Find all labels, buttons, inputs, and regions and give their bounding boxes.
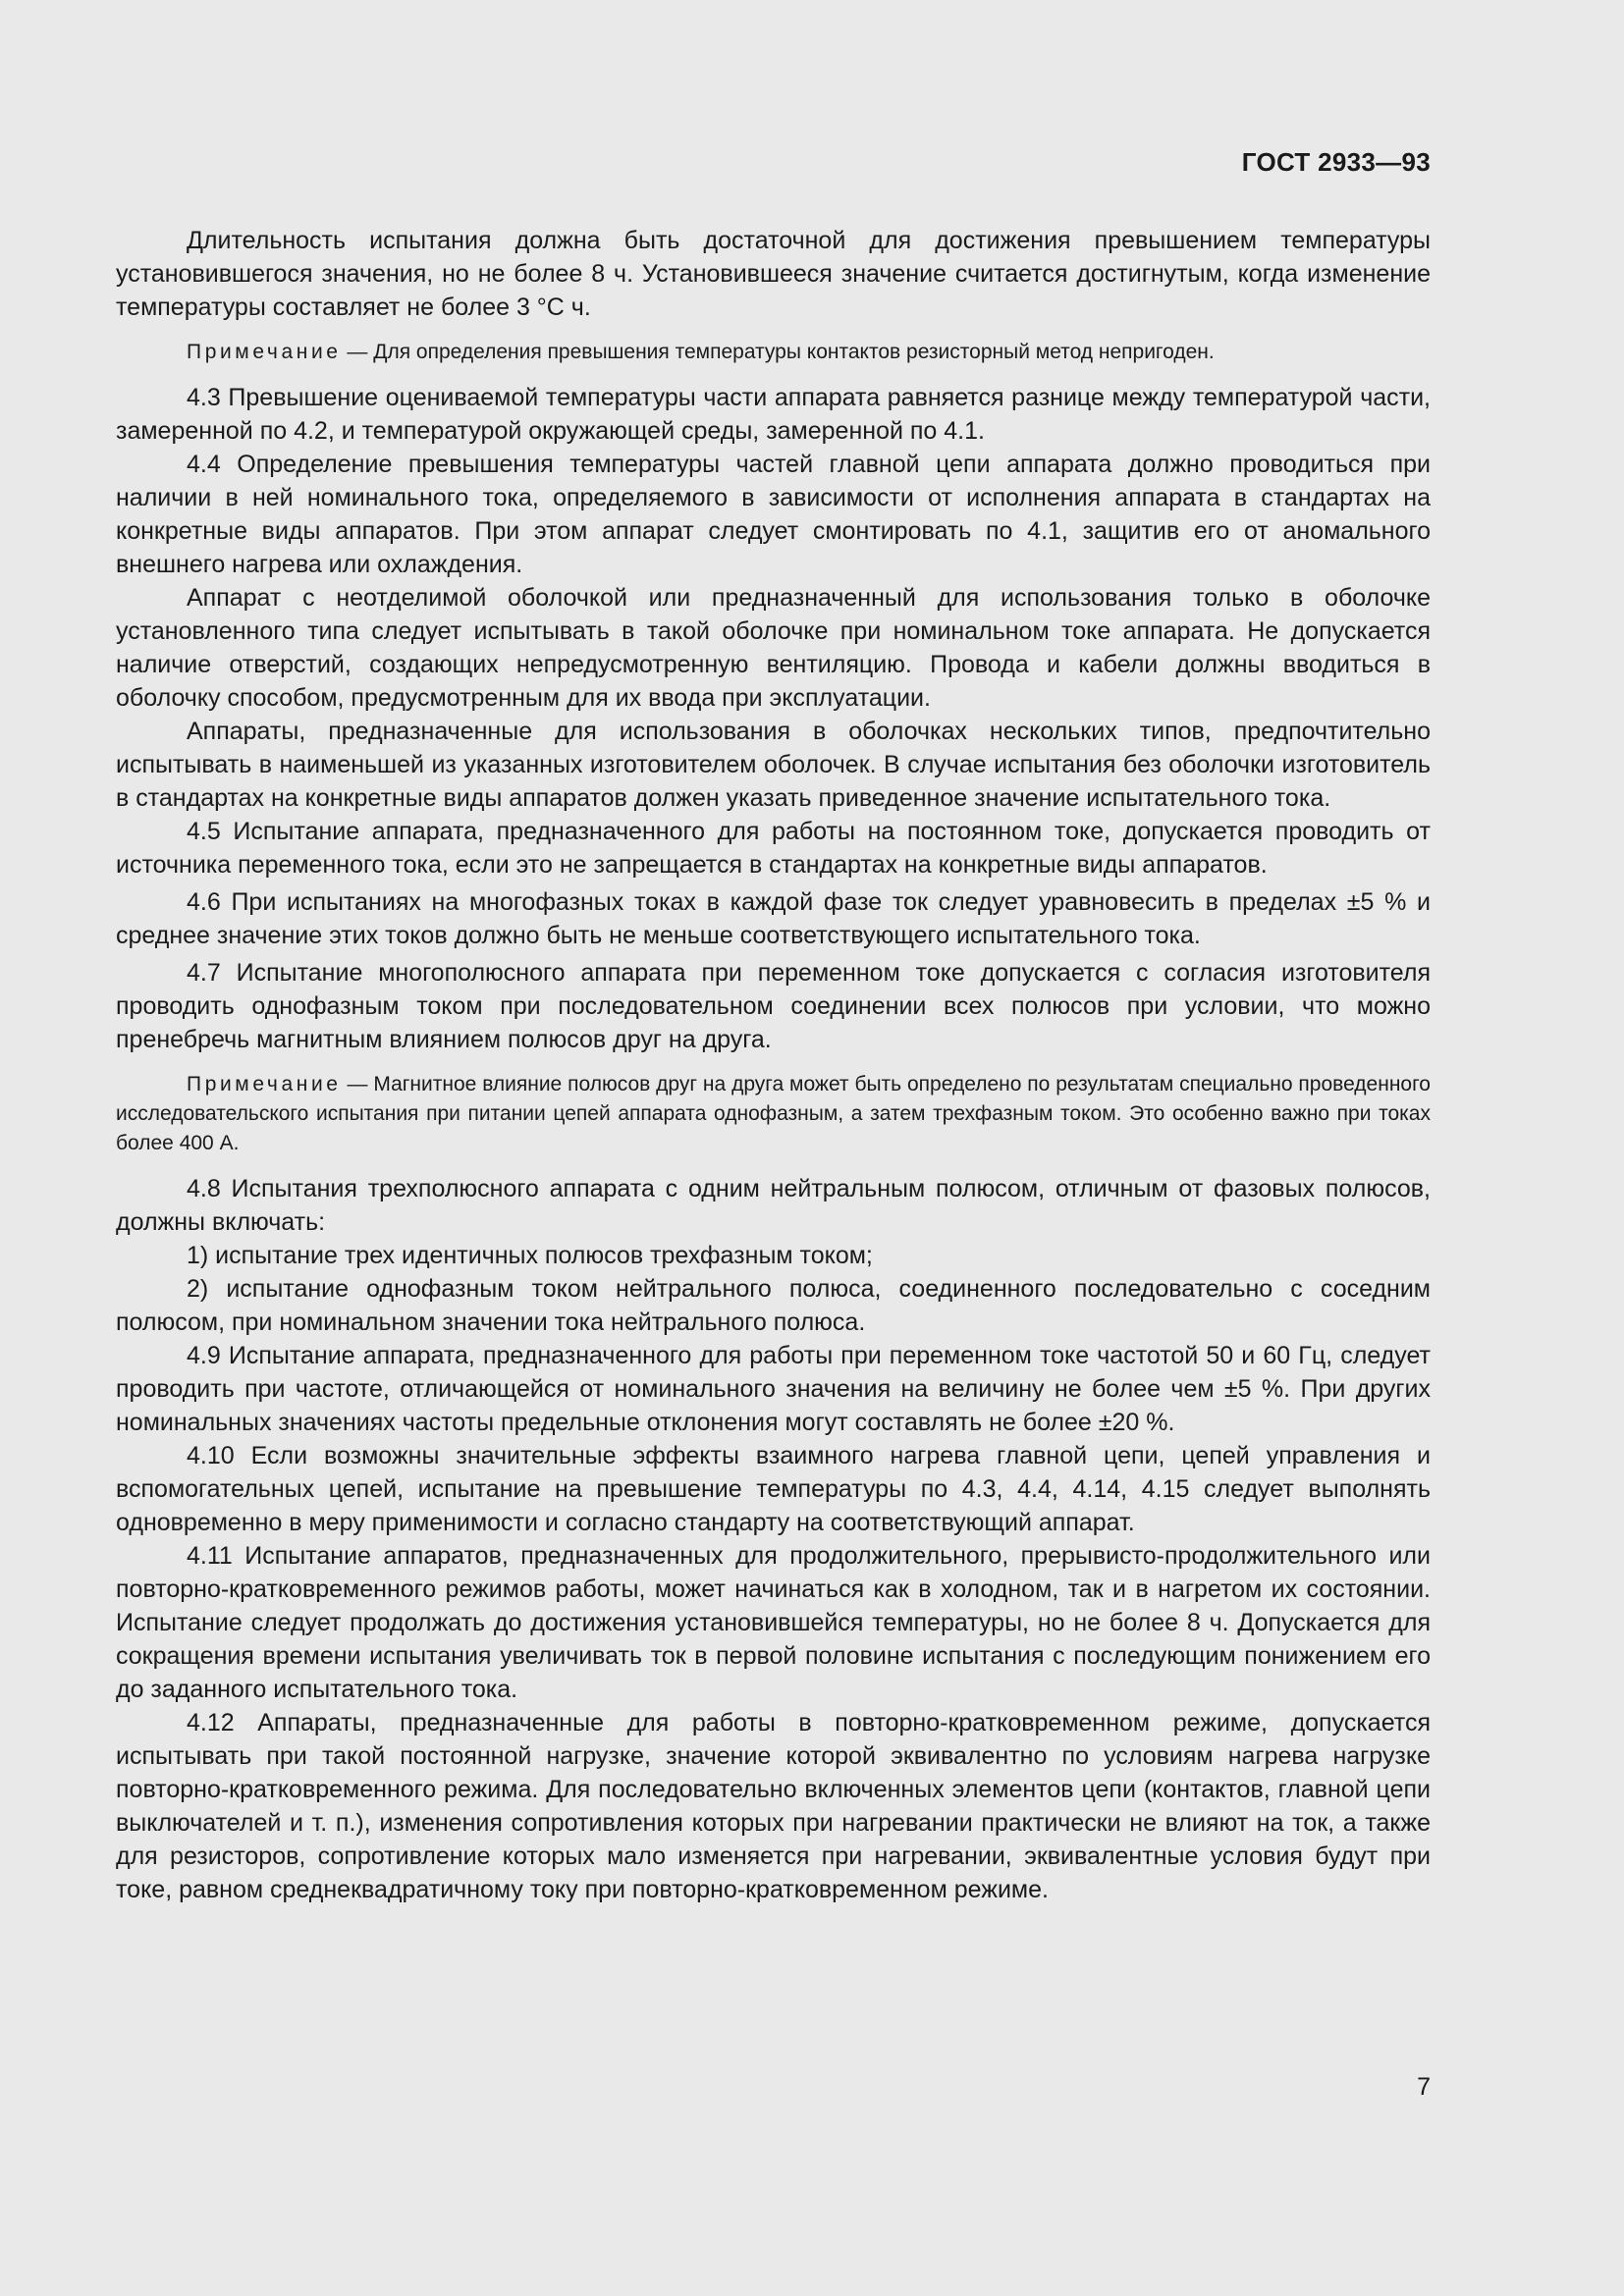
list-item: 2) испытание однофазным током нейтрального полюса, соединенного последовательно с соседним полюсом, при номинальном значении тока нейтрального полюса. [116, 1275, 1431, 1336]
clause-4-3: 4.3 Превышение оцениваемой температуры части аппарата равняется разнице между температурой части, замеренной по 4.2, и температурой окружающей среды, замеренной по 4.1. [116, 384, 1431, 445]
page-number: 7 [1417, 2073, 1431, 2101]
note-text: — Для определения превышения температуры контактов резисторный метод непригоден. [341, 341, 1215, 363]
note-label: Примечание [187, 1073, 342, 1095]
clause-4-6: 4.6 При испытаниях на многофазных токах в каждой фазе ток следует уравновесить в пределах ±5 % и среднее значение этих токов должно быть не меньше соответствующего испытательного тока. [116, 888, 1431, 949]
clause-4-11: 4.11 Испытание аппаратов, предназначенных для продолжительного, прерывисто-продолжительного или повторно-кратковременного режимов работы, может начинаться как в холодном, так и в нагретом их состоянии. Испытание следует продолжать до достижения установившейся температуры, но не более 8 ч. Допускается для сокращения времени испытания увеличивать ток в первой половине испытания с последующим понижением его до заданного испытательного тока. [116, 1542, 1431, 1703]
paragraph: Аппараты, предназначенные для использования в оболочках нескольких типов, предпочтительно испытывать в наименьшей из указанных изготовителем оболочек. В случае испытания без оболочки изготовитель в стандартах на конкретные виды аппаратов должен указать приведенное значение испытательного тока. [116, 718, 1431, 812]
document-header: ГОСТ 2933—93 [1241, 147, 1431, 177]
note-text: — Магнитное влияние полюсов друг на друга может быть определено по результатам специально проведенного исследовательского испытания при питании цепей аппарата однофазным, а затем трехфазным током. Это особенно важно при токах более 400 А. [116, 1073, 1431, 1154]
document-body [116, 224, 1431, 1906]
clause-4-12: 4.12 Аппараты, предназначенные для работы в повторно-кратковременном режиме, допускается испытывать при такой постоянной нагрузке, значение которой эквивалентно по условиям нагрева нагрузке повторно-кратковременного режима. Для последовательно включенных элементов цепи (контактов, главной цепи выключателей и т. п.), изменения сопротивления которых при нагревании практически не влияют на ток, а также для резисторов, сопротивление которых мало изменяется при нагревании, эквивалентные условия будут при токе, равном среднеквадратичному току при повторно-кратковременном режиме. [116, 1709, 1431, 1903]
note [116, 1070, 1431, 1158]
clause-4-4: 4.4 Определение превышения температуры частей главной цепи аппарата должно проводиться при наличии в ней номинального тока, определяемого в зависимости от исполнения аппарата в стандартах на конкретные виды аппаратов. При этом аппарат следует смонтировать по 4.1, защитив его от аномального внешнего нагрева или охлаждения. [116, 451, 1431, 578]
clause-4-9: 4.9 Испытание аппарата, предназначенного для работы при переменном токе частотой 50 и 60 Гц, следует проводить при частоте, отличающейся от номинального значения на величину не более чем ±5 %. При других номинальных значениях частоты предельные отклонения могут составлять не более ±20 %. [116, 1342, 1431, 1436]
clause-4-5: 4.5 Испытание аппарата, предназначенного для работы на постоянном токе, допускается проводить от источника переменного тока, если это не запрещается в стандартах на конкретные виды аппаратов. [116, 818, 1431, 879]
list-item: 1) испытание трех идентичных полюсов трехфазным током; [187, 1242, 873, 1269]
note-label: Примечание [187, 341, 342, 363]
clause-4-7: 4.7 Испытание многополюсного аппарата при переменном токе допускается с согласия изготовителя проводить однофазным током при последовательном соединении всех полюсов при условии, что можно пренебречь магнитным влиянием полюсов друг на друга. [116, 959, 1431, 1053]
paragraph: Длительность испытания должна быть достаточной для достижения превышением температуры установившегося значения, но не более 8 ч. Установившееся значение считается достигнутым, когда изменение температуры составляет не более 3 °С ч. [116, 227, 1431, 321]
note [116, 338, 1431, 367]
clause-4-8: 4.8 Испытания трехполюсного аппарата с одним нейтральным полюсом, отличным от фазовых полюсов, должны включать: [116, 1175, 1431, 1236]
paragraph: Аппарат с неотделимой оболочкой или предназначенный для использования только в оболочке установленного типа следует испытывать в такой оболочке при номинальном токе аппарата. Не допускается наличие отверстий, создающих непредусмотренную вентиляцию. Провода и кабели должны вводиться в оболочку способом, предусмотренным для их ввода при эксплуатации. [116, 584, 1431, 712]
clause-4-10: 4.10 Если возможны значительные эффекты взаимного нагрева главной цепи, цепей управления и вспомогательных цепей, испытание на превышение температуры по 4.3, 4.4, 4.14, 4.15 следует выполнять одновременно в меру применимости и согласно стандарту на соответствующий аппарат. [116, 1442, 1431, 1536]
